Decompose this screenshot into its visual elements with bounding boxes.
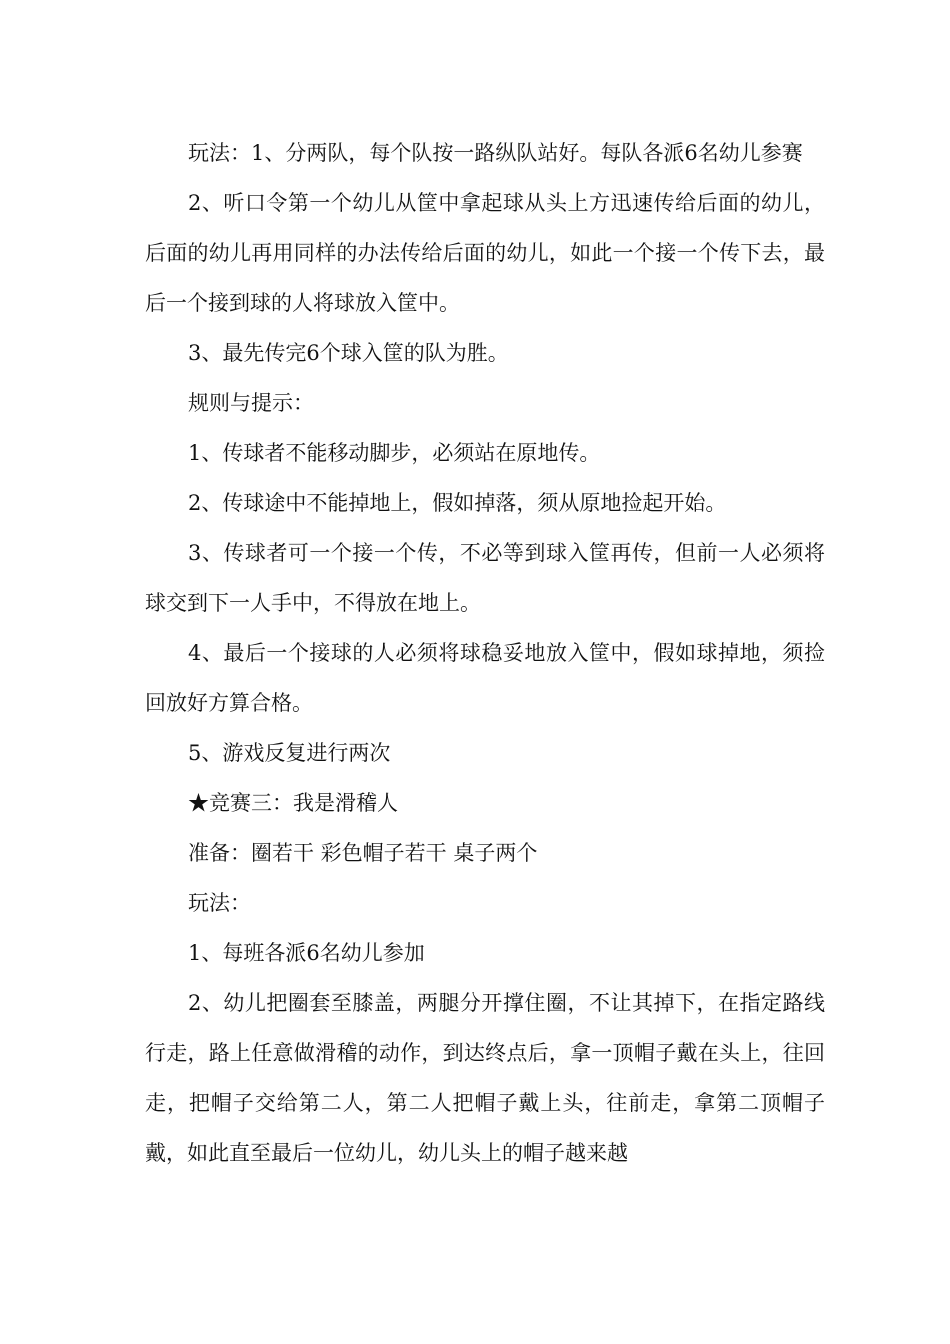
paragraph-rule-5: 5、游戏反复进行两次 [188,741,391,765]
paragraph-preparation: 准备：圈若干 彩色帽子若干 桌子两个 [188,841,538,865]
paragraph-gameplay-heading: 玩法： [188,891,251,915]
paragraph-rules-heading: 规则与提示： [188,391,314,415]
paragraph-gameplay-2: 2、听口令第一个幼儿从筐中拿起球从头上方迅速传给后面的幼儿，后面的幼儿再用同样的办法传给后面的幼儿，如此一个接一个传下去，最后一个接到球的人将球放入筐中。 [145,191,825,315]
paragraph-rule-2: 2、传球途中不能掉地上，假如掉落，须从原地捡起开始。 [188,491,727,515]
paragraph-contest-3-heading: ★竞赛三：我是滑稽人 [188,791,398,815]
paragraph-rule-1: 1、传球者不能移动脚步，必须站在原地传。 [188,441,601,465]
document-body [145,128,825,1178]
paragraph-rule-3: 3、传球者可一个接一个传，不必等到球入筐再传，但前一人必须将球交到下一人手中，不得放在地上。 [145,541,825,615]
paragraph-contest-3-step-2: 2、幼儿把圈套至膝盖，两腿分开撑住圈，不让其掉下，在指定路线行走，路上任意做滑稽的动作，到达终点后，拿一顶帽子戴在头上，往回走，把帽子交给第二人，第二人把帽子戴上头，往前走，拿第二顶帽子戴，如此直至最后一位幼儿，幼儿头上的帽子越来越 [145,991,825,1165]
paragraph-rule-4: 4、最后一个接球的人必须将球稳妥地放入筐中，假如球掉地，须捡回放好方算合格。 [145,641,825,715]
paragraph-gameplay-3: 3、最先传完6个球入筐的队为胜。 [188,341,509,365]
paragraph-contest-3-step-1: 1、每班各派6名幼儿参加 [188,941,425,965]
paragraph-gameplay-1: 玩法：1、分两队，每个队按一路纵队站好。每队各派6名幼儿参赛 [188,141,803,165]
